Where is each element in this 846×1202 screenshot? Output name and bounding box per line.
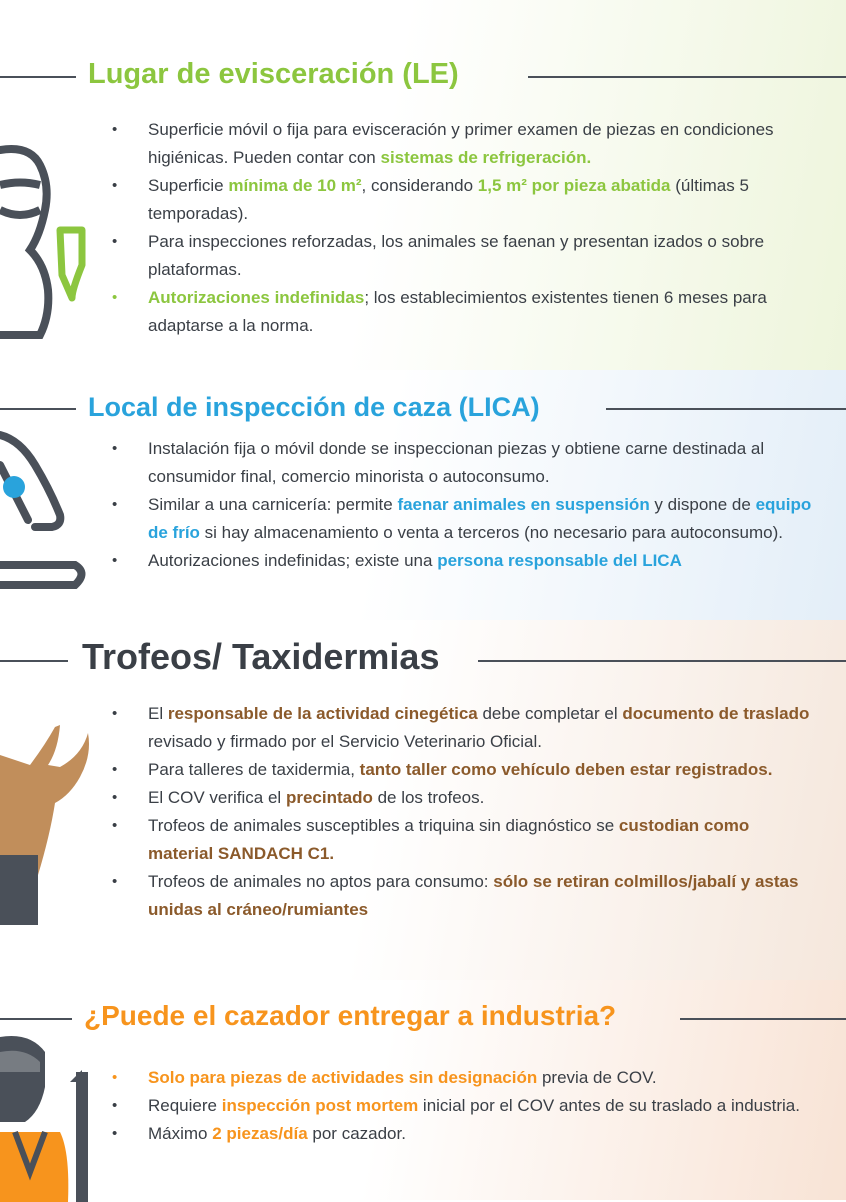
bullet-list [112,116,812,340]
list-item: • Para talleres de taxidermia, tanto taller como vehículo deben estar registrados. [112,756,812,784]
list-item: • Similar a una carnicería: permite faenar animales en suspensión y dispone de equipo de frío si hay almacenamiento o venta a terceros (no necesario para autoconsumo). [112,491,812,547]
section-title: Local de inspección de caza (LICA) [88,392,540,422]
list-item: • Superficie mínima de 10 m², considerando 1,5 m² por pieza abatida (últimas 5 temporadas). [112,172,812,228]
deer-trophy-icon [0,725,100,925]
list-item: • El COV verifica el precintado de los trofeos. [112,784,812,812]
list-item: • Trofeos de animales no aptos para consumo: sólo se retiran colmillos/jabalí y astas unidas al cráneo/rumiantes [112,868,812,924]
heading-rule-right [528,76,846,78]
list-item: • Trofeos de animales susceptibles a triquina sin diagnóstico se custodian como material SANDACH C1. [112,812,812,868]
list-item: • Autorizaciones indefinidas; los establecimientos existentes tienen 6 meses para adaptarse a la norma. [112,284,812,340]
list-item: • Solo para piezas de actividades sin designación previa de COV. [112,1064,812,1092]
heading-rule-left [0,408,76,410]
heading-rule-right [606,408,846,410]
list-item: • Para inspecciones reforzadas, los animales se faenan y presentan izados o sobre plataformas. [112,228,812,284]
list-item: • Autorizaciones indefinidas; existe una persona responsable del LICA [112,547,812,575]
heading-rule-left [0,76,76,78]
list-item: • Instalación fija o móvil donde se inspeccionan piezas y obtiene carne destinada al consumidor final, comercio minorista o autoconsumo. [112,435,812,491]
heading-rule-left [0,660,68,662]
bullet-list [112,1064,812,1148]
list-item: • Máximo 2 piezas/día por cazador. [112,1120,812,1148]
section-title: ¿Puede el cazador entregar a industria? [84,1000,617,1031]
bullet-list [112,700,812,924]
heading-rule-left [0,1018,72,1020]
section-title: Trofeos/ Taxidermias [82,636,440,677]
hunter-knife-icon [0,140,100,340]
heading-rule-right [680,1018,846,1020]
bullet-list [112,435,812,575]
heading-rule-right [478,660,846,662]
hunter-vest-icon [0,1032,110,1202]
list-item: • Requiere inspección post mortem inicial por el COV antes de su traslado a industria. [112,1092,812,1120]
list-item: • El responsable de la actividad cinegética debe completar el documento de traslado revisado y firmado por el Servicio Veterinario Oficial. [112,700,812,756]
list-item: • Superficie móvil o fija para evisceración y primer examen de piezas en condiciones higiénicas. Pueden contar con sistemas de refrigeración. [112,116,812,172]
section-title: Lugar de evisceración (LE) [88,58,459,90]
microscope-icon [0,425,100,595]
